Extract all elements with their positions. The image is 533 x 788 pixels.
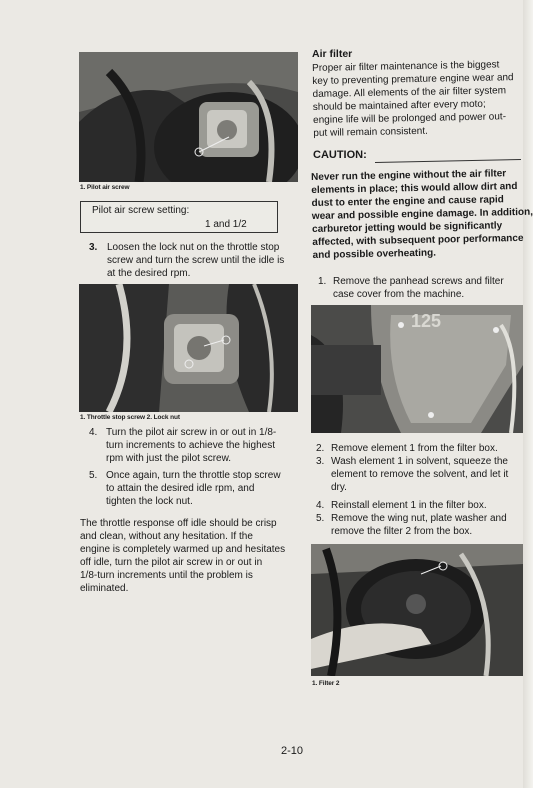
caution-label: CAUTION: — [313, 149, 367, 161]
intro-line: should be maintained after every moto; — [312, 98, 486, 113]
step-line: case cover from the machine. — [333, 289, 465, 300]
step-line: Once again, turn the throttle stop screw — [106, 470, 281, 481]
caution-line: affected, with subsequent poor performance — [312, 232, 524, 248]
step-number: 5. — [89, 470, 98, 481]
photo-filter-removal — [311, 544, 523, 676]
setting-title: Pilot air screw setting: — [92, 205, 190, 216]
step-line: tighten the lock nut. — [106, 496, 193, 507]
step-number: 3. — [316, 456, 325, 467]
paragraph-line: off idle, turn the pilot air screw in or out in — [80, 557, 263, 568]
page-edge — [523, 0, 533, 788]
setting-box — [80, 201, 278, 233]
photo-filter-case-cover — [311, 305, 523, 433]
step-line: Reinstall element 1 in the filter box. — [331, 500, 487, 511]
step-line: dry. — [331, 482, 347, 493]
caution-line: carburetor jetting would be significantly — [312, 220, 503, 235]
step-line: Remove the wing nut, plate washer and — [331, 513, 507, 524]
step-line: Remove element 1 from the filter box. — [331, 443, 498, 454]
step-line: element to remove the solvent, and let it — [331, 469, 509, 480]
paragraph-line: engine is completely warmed up and hesitates — [80, 544, 286, 555]
intro-line: Proper air filter maintenance is the biggest — [312, 59, 500, 74]
step-line: Remove the panhead screws and filter — [333, 276, 504, 287]
step-number: 2. — [316, 443, 325, 454]
step-line: turn increments to achieve the highest — [106, 440, 275, 451]
step-line: screw and turn the screw until the idle is — [107, 255, 285, 266]
caution-rule — [375, 159, 521, 163]
step-line: rpm with just the pilot screw. — [106, 453, 232, 464]
caution-header — [311, 149, 519, 163]
paragraph-line: eliminated. — [80, 583, 129, 594]
step-number: 4. — [89, 427, 98, 438]
intro-line: engine life will be prolonged and power out- — [313, 111, 507, 126]
setting-value: 1 and 1/2 — [205, 219, 247, 230]
figure-caption-filter: 1. Filter 2 — [312, 680, 340, 687]
photo-throttle-stop-screw — [79, 284, 298, 412]
caution-line: wear and possible engine damage. In addition, — [311, 206, 533, 222]
step-line: Loosen the lock nut on the throttle stop — [107, 242, 280, 253]
step-line: Turn the pilot air screw in or out in 1/8- — [106, 427, 277, 438]
intro-line: key to preventing premature engine wear and — [312, 72, 514, 87]
section-heading-air-filter: Air filter — [312, 48, 353, 60]
step-line: at the desired rpm. — [107, 268, 191, 279]
caution-line: dust to enter the engine and cause rapid — [311, 194, 504, 209]
engine-cover-marking: 125 — [411, 311, 442, 331]
page-number: 2-10 — [281, 745, 304, 757]
step-line: to attain the desired idle rpm, and — [106, 483, 255, 494]
intro-line: put will remain consistent. — [313, 125, 428, 139]
paragraph-line: The throttle response off idle should be crisp — [80, 518, 277, 529]
step-line: Wash element 1 in solvent, squeeze the — [331, 456, 508, 467]
step-number: 5. — [316, 513, 325, 524]
photo-pilot-air-screw — [79, 52, 298, 182]
caution-line: and possible overheating. — [312, 247, 437, 261]
step-line: remove the filter 2 from the box. — [331, 526, 473, 537]
step-number: 4. — [316, 500, 325, 511]
caution-line: Never run the engine without the air filter — [311, 168, 507, 183]
intro-line: damage. All elements of the air filter system — [312, 85, 507, 100]
paragraph-line: and clean, without any hesitation. If the — [80, 531, 253, 542]
caution-line: elements in place; this would allow dirt and — [311, 181, 518, 196]
step-number: 1. — [318, 276, 327, 287]
paragraph-line: 1/8-turn increments until the problem is — [80, 570, 253, 581]
step-number: 3. — [89, 242, 98, 253]
figure-caption-pilot-air-screw: 1. Pilot air screw — [80, 184, 130, 191]
figure-caption-throttle: 1. Throttle stop screw 2. Lock nut — [80, 414, 180, 421]
